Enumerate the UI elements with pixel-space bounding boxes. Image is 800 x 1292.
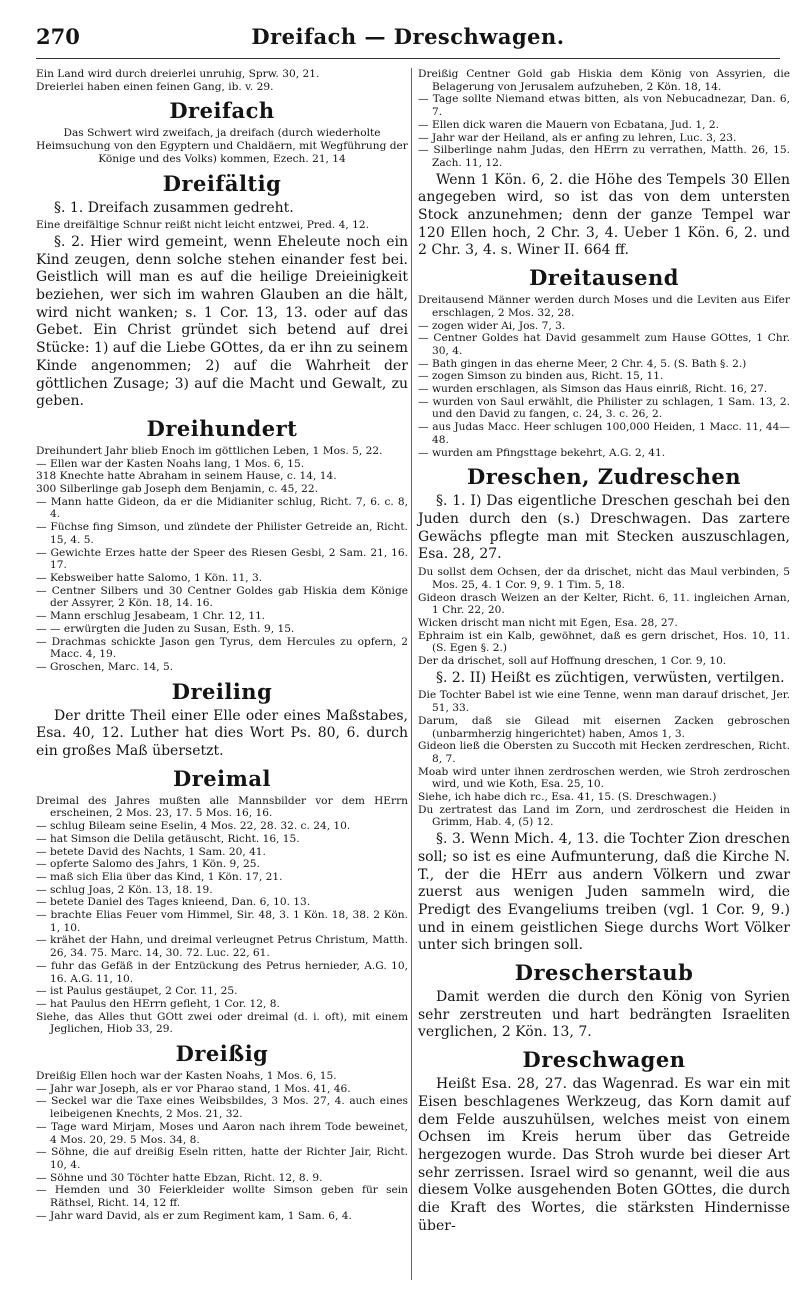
citation-line: — krähet der Hahn, und dreimal verleugnet Petrus Christum, Matth. 26, 34. 75. Marc. 14, 30. 72. Luc. 22, 61. — [36, 934, 408, 960]
citation-line: — wurden von Saul erwählt, die Philister zu schlagen, 1 Sam. 13, 2. und den David zu fangen, c. 24, 3. c. 26, 2. — [418, 395, 790, 421]
citation-line: Ephraim ist ein Kalb, gewöhnet, daß es gern drischet, Hos. 10, 11. (S. Egen §. 2.) — [418, 629, 790, 655]
citation-line: Die Tochter Babel ist wie eine Tenne, wenn man darauf drischet, Jer. 51, 33. — [418, 689, 790, 715]
citation-line: Eine dreifältige Schnur reißt nicht leicht entzwei, Pred. 4, 12. — [36, 219, 369, 232]
citation-line: — hat Simson die Delila getäuscht, Richt. 16, 15. — [36, 832, 300, 845]
citation-line: — Kebsweiber hatte Salomo, 1 Kön. 11, 3. — [36, 571, 263, 584]
running-title: Dreifach — Dreschwagen. — [251, 24, 565, 49]
entry-headword: Dreschen, Zudreschen — [467, 464, 741, 490]
entry-headword: Dreißig — [175, 1041, 269, 1067]
citation-line: Dreierlei haben einen feinen Gang, ib. v. 29. — [36, 80, 274, 93]
entry-paragraph: §. 1. I) Das eigentliche Dreschen geschah bei den Juden durch den (s.) Dreschwagen. Das zartere Gewächs pflegte man mit Stecken auszuschlagen, Esa. 28, 27. — [418, 493, 790, 563]
citation-line: — aus Judas Macc. Heer schlugen 100,000 Heiden, 1 Macc. 11, 44—48. — [418, 421, 790, 446]
citation-line: — Groschen, Marc. 14, 5. — [36, 660, 174, 673]
entry-paragraph: Heißt Esa. 28, 27. das Wagenrad. Es war ein mit Eisen beschlagenes Werkzeug, das Korn damit auf dem Felde auszuhülsen, welches meist von einem Ochsen im Kreis herum über das Getreide hergezogen wurde. Das Stroh wurde bei dieser Art sehr zerrissen. Israel wird so genannt, weil die aus diesem Volke ausgehenden Boten GOttes, die durch die Kraft des Wortes, die stärksten Hindernisse über- — [418, 1076, 790, 1234]
citation-line: — Silberlinge nahm Judas, den HErrn zu verrathen, Matth. 26, 15. Zach. 11, 12. — [418, 144, 790, 169]
citation-line: — Hemden und 30 Feierkleider wollte Simson geben für sein Räthsel, Richt. 14, 12 ff. — [36, 1184, 408, 1210]
header-rule — [36, 58, 780, 59]
citation-line: — schlug Bileam seine Eselin, 4 Mos. 22, 28. 32. c. 24, 10. — [36, 820, 351, 833]
citation-line: — Füchse fing Simson, und zündete der Philister Getreide an, Richt. 15, 4. 5. — [36, 521, 408, 546]
citation-line: Der da drischet, soll auf Hoffnung dreschen, 1 Cor. 9, 10. — [418, 655, 727, 668]
citation-line: — Tage ward Mirjam, Moses und Aaron nach ihrem Tode beweinet, 4 Mos. 20, 29. 5 Mos. 34, 8. — [36, 1120, 408, 1146]
citation-line: 318 Knechte hatte Abraham in seinem Hause, c. 14, 14. — [36, 470, 337, 483]
citation-line: Dreitausend Männer werden durch Moses und die Leviten aus Eifer erschlagen, 2 Mos. 32, 28. — [418, 294, 790, 319]
entry-headword: Dreihundert — [146, 415, 298, 441]
entry-paragraph: Der dritte Theil einer Elle oder eines Maßstabes, Esa. 40, 12. Luther hat dies Wort Ps. 80, 6. durch ein großes Maß übersetzt. — [36, 707, 408, 760]
citation-line: Dreihundert Jahr blieb Enoch im göttlichen Leben, 1 Mos. 5, 22. — [36, 444, 383, 457]
citation-line: — Ellen dick waren die Mauern von Ecbatana, Jud. 1, 2. — [418, 118, 719, 131]
entry-headword: Dreiling — [171, 678, 273, 704]
citation-line: Du zertratest das Land im Zorn, und zerdroschest die Heiden in Grimm, Hab. 4, (5) 12. — [418, 803, 790, 829]
citation-line: — Ellen war der Kasten Noahs lang, 1 Mos. 6, 15. — [36, 457, 305, 470]
citation-line: — Seckel war die Taxe eines Weibsbildes, 3 Mos. 27, 4. auch eines leibeigenen Knechts, 2 Mos. 21, 32. — [36, 1095, 408, 1121]
entry-headword: Dreimal — [173, 765, 271, 791]
citation-line: Dreißig Ellen hoch war der Kasten Noahs, 1 Mos. 6, 15. — [36, 1070, 337, 1083]
citation-line: — brachte Elias Feuer vom Himmel, Sir. 48, 3. 1 Kön. 18, 38. 2 Kön. 1, 10. — [36, 909, 408, 934]
entry-paragraph: Wenn 1 Kön. 6, 2. die Höhe des Tempels 30 Ellen angegeben wird, so ist das von dem untersten Stock anzunehmen; denn der ganze Tempel war 120 Ellen hoch, 2 Chr. 3, 4. Ueber 1 Kön. 6, 2. und 2 Chr. 3, 4. s. Winer II. 664 ff. — [418, 171, 790, 259]
citation-line: Dreißig Centner Gold gab Hiskia dem König von Assyrien, die Belagerung von Jerusalem aufzuheben, 2 Kön. 18, 14. — [418, 68, 790, 93]
entry-headword: Dreitausend — [529, 265, 679, 291]
entry-paragraph: Damit werden die durch den König von Syrien sehr zerstreuten und hart bedrängten Israeliten verglichen, 2 Kön. 13, 7. — [418, 989, 790, 1041]
citation-line: — Mann erschlug Jesabeam, 1 Chr. 12, 11. — [36, 610, 266, 623]
citation-line: Siehe, das Alles thut GOtt zwei oder dreimal (d. i. oft), mit einem Jeglichen, Hiob 33, 29. — [36, 1010, 408, 1036]
citation-line: — Mann hatte Gideon, da er die Midianiter schlug, Richt. 7, 6. c. 8, 4. — [36, 495, 408, 521]
citation-line: — zogen Simson zu binden aus, Richt. 15, 11. — [418, 370, 664, 383]
citation-line: — Bath gingen in das eherne Meer, 2 Chr. 4, 5. (S. Bath §. 2.) — [418, 357, 747, 370]
left-column — [36, 68, 408, 1223]
citation-line: — maß sich Elia über das Kind, 1 Kön. 17, 21. — [36, 870, 283, 883]
citation-line: — Söhne und 30 Töchter hatte Ebzan, Richt. 12, 8. 9. — [36, 1171, 323, 1184]
citation-line: — betete David des Nachts, 1 Sam. 20, 41. — [36, 845, 266, 858]
citation-line: — Jahr ward David, als er zum Regiment kam, 1 Sam. 6, 4. — [36, 1209, 352, 1222]
citation-line: — schlug Joas, 2 Kön. 13, 18. 19. — [36, 883, 213, 896]
citation-line: — Centner Goldes hat David gesammelt zum Hause GOttes, 1 Chr. 30, 4. — [418, 332, 790, 357]
entry-note: Das Schwert wird zweifach, ja dreifach (durch wiederholte Heimsuchung von den Egyptern und Chaldäern, mit Wegführung der Könige und des Volks) kommen, Ezech. 21, 14 — [36, 127, 408, 165]
citation-line: — Tage sollte Niemand etwas bitten, als von Nebucadnezar, Dan. 6, 7. — [418, 93, 790, 119]
entry-paragraph: §. 1. Dreifach zusammen gedreht. — [54, 199, 294, 216]
entry-headword: Dreifach — [169, 98, 275, 124]
citation-line: — wurden erschlagen, als Simson das Haus einriß, Richt. 16, 27. — [418, 383, 768, 396]
citation-line: — Centner Silbers und 30 Centner Goldes gab Hiskia dem Könige der Assyrer, 2 Kön. 18, 14. 16. — [36, 584, 408, 610]
citation-line: Moab wird unter ihnen zerdroschen werden, wie Stroh zerdroschen wird, und wie Koth, Esa. 25, 10. — [418, 765, 790, 791]
citation-line: — Gewichte Erzes hatte der Speer des Riesen Gesbi, 2 Sam. 21, 16. 17. — [36, 546, 408, 572]
citation-line: — Jahr war der Heiland, als er anfing zu lehren, Luc. 3, 23. — [418, 131, 737, 144]
citation-line: — hat Paulus den HErrn gefleht, 1 Cor. 12, 8. — [36, 997, 280, 1010]
citation-line: — betete Daniel des Tages knieend, Dan. 6, 10. 13. — [36, 896, 311, 909]
entry-paragraph: §. 3. Wenn Mich. 4, 13. die Tochter Zion dreschen soll; so ist es eine Aufmunterung, daß die Kirche N. T., der die HErr aus andern Völkern und zwar zuerst aus wenigen Juden sammeln wird, die Predigt des Evangeliums treiben (vgl. 1 Cor. 9, 9.) und in einem geistlichen Siege durchs Wort Völker unter sich bringen soll. — [418, 831, 790, 954]
citation-line: Gideon drasch Weizen an der Kelter, Richt. 6, 11. ingleichen Arnan, 1 Chr. 22, 20. — [418, 591, 790, 617]
citation-line: — Söhne, die auf dreißig Eseln ritten, hatte der Richter Jair, Richt. 10, 4. — [36, 1146, 408, 1171]
citation-line: Wicken drischt man nicht mit Egen, Esa. 28, 27. — [418, 616, 678, 629]
citation-line: 300 Silberlinge gab Joseph dem Benjamin, c. 45, 22. — [36, 483, 318, 496]
citation-line: — wurden am Pfingsttage bekehrt, A.G. 2, 41. — [418, 446, 666, 459]
citation-line: — Drachmas schickte Jason gen Tyrus, dem Hercules zu opfern, 2 Macc. 4, 19. — [36, 635, 408, 661]
right-column — [418, 68, 790, 1238]
entry-headword: Dreifältig — [162, 170, 282, 196]
column-divider — [411, 68, 412, 1280]
entry-paragraph: §. 2. Hier wird gemeint, wenn Eheleute noch ein Kind zeugen, denn solche stehen einander fest bei. Geistlich will man es auf die heilige Dreieinigkeit beziehen, wer sich im wahren Glauben an die hält, wird nicht wanken; s. 1 Cor. 13, 13. oder auf das Gebet. Ein Christ gründet sich betend auf drei Stücke: 1) auf die Liebe GOttes, da er ihn zu seinem Kinde angenommen; 2) auf die Wahrheit der göttlichen Zusage; 3) auf die Macht und Gewalt, zu geben. — [36, 233, 408, 410]
citation-line: Ein Land wird durch dreierlei unruhig, Sprw. 30, 21. — [36, 68, 320, 80]
citation-line: Gideon ließ die Obersten zu Succoth mit Hecken zerdreschen, Richt. 8, 7. — [418, 740, 790, 765]
citation-line: Du sollst dem Ochsen, der da drischet, nicht das Maul verbinden, 5 Mos. 25, 4. 1 Cor. 9, 9. 1 Tim. 5, 18. — [418, 566, 790, 591]
citation-line: — ist Paulus gestäupet, 2 Cor. 11, 25. — [36, 985, 238, 998]
citation-line: — zogen wider Ai, Jos. 7, 3. — [418, 319, 566, 332]
entry-headword: Dreschwagen — [522, 1047, 686, 1073]
entry-headword: Drescherstaub — [514, 960, 694, 986]
page-number: 270 — [36, 24, 80, 49]
citation-line: — opferte Salomo des Jahrs, 1 Kön. 9, 25. — [36, 858, 260, 871]
citation-line: — Jahr war Joseph, als er vor Pharao stand, 1 Mos. 41, 46. — [36, 1082, 351, 1095]
page-header — [36, 22, 780, 52]
citation-line: Dreimal des Jahres mußten alle Mannsbilder vor dem HErrn erscheinen, 2 Mos. 23, 17. 5 Mos. 16, 16. — [36, 794, 408, 820]
citation-line: Siehe, ich habe dich rc., Esa. 41, 15. (S. Dreschwagen.) — [418, 791, 717, 804]
citation-line: — — erwürgten die Juden zu Susan, Esth. 9, 15. — [36, 622, 295, 635]
citation-line: — fuhr das Gefäß in der Entzückung des Petrus hernieder, A.G. 10, 16. A.G. 11, 10. — [36, 959, 408, 985]
entry-paragraph: §. 2. II) Heißt es züchtigen, verwüsten, vertilgen. — [436, 669, 785, 686]
citation-line: Darum, daß sie Gilead mit eisernen Zacken gebroschen (unbarmherzig hingerichtet) haben, Amos 1, 3. — [418, 714, 790, 740]
